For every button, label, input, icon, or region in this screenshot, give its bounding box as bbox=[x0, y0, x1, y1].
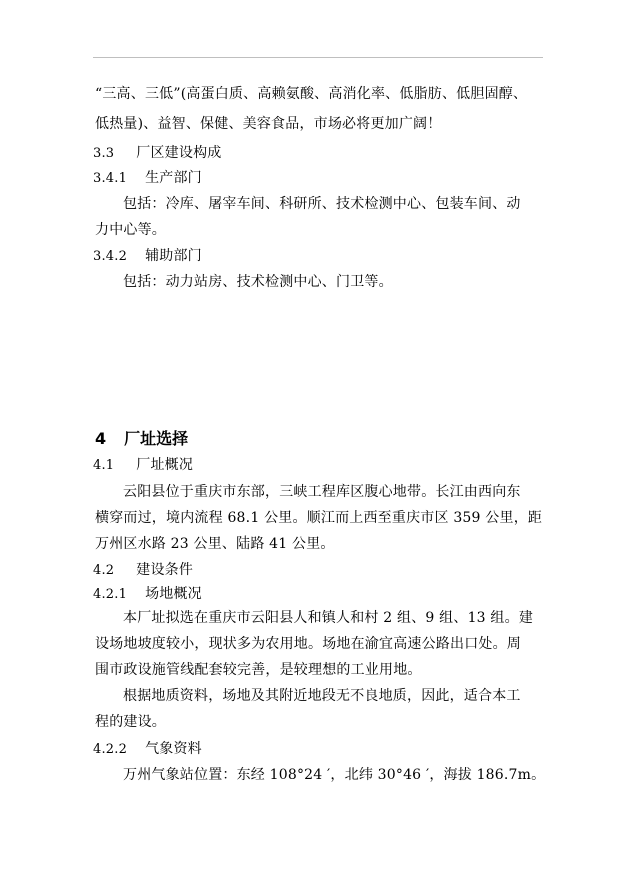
paragraph-line: 围市政设施管线配套较完善，是较理想的工业用地。 bbox=[95, 662, 422, 678]
header-rule bbox=[93, 57, 543, 58]
section-heading-3-3 bbox=[93, 143, 221, 164]
section-number: 3.3 bbox=[93, 146, 115, 161]
paragraph-line: 万州气象站位置：东经 108°24 ′，北纬 30°46 ′，海拔 186.7m。 bbox=[123, 767, 546, 783]
paragraph-line: 程的建设。 bbox=[95, 714, 166, 730]
paragraph-line: 包括：冷库、屠宰车间、科研所、技术检测中心、包装车间、动 bbox=[123, 196, 521, 212]
section-number: 4.1 bbox=[93, 458, 115, 473]
chapter-number: 4 bbox=[95, 429, 107, 448]
paragraph-line: 低热量)、益智、保健、美容食品，市场必将更加广阔！ bbox=[95, 116, 442, 132]
section-number: 3.4.2 bbox=[93, 249, 128, 264]
section-title: 建设条件 bbox=[136, 562, 194, 578]
paragraph-line: 本厂址拟选在重庆市云阳县人和镇人和村 2 组、9 组、13 组。建 bbox=[123, 610, 534, 626]
section-title: 厂址概况 bbox=[136, 457, 194, 473]
section-number: 3.4.1 bbox=[93, 171, 128, 186]
section-number: 4.2.1 bbox=[93, 587, 128, 602]
paragraph-line: 根据地质资料，场地及其附近地段无不良地质，因此，适合本工 bbox=[123, 688, 521, 704]
paragraph-line: 横穿而过，境内流程 68.1 公里。顺江而上西至重庆市区 359 公里，距 bbox=[95, 510, 543, 526]
paragraph-line: 万州区水路 23 公里、陆路 41 公里。 bbox=[95, 536, 335, 552]
section-heading-3-4-2 bbox=[93, 246, 202, 267]
chapter-heading-4 bbox=[95, 428, 188, 450]
section-number: 4.2 bbox=[93, 563, 115, 578]
section-heading-4-2-2 bbox=[93, 739, 202, 760]
paragraph-line: 力中心等。 bbox=[95, 222, 166, 238]
section-heading-4-1 bbox=[93, 455, 193, 476]
section-title: 厂区建设构成 bbox=[136, 145, 222, 161]
section-number: 4.2.2 bbox=[93, 742, 128, 757]
section-heading-3-4-1 bbox=[93, 168, 202, 189]
section-title: 气象资料 bbox=[145, 741, 202, 757]
section-title: 辅助部门 bbox=[145, 248, 202, 264]
section-title: 场地概况 bbox=[145, 586, 202, 602]
paragraph-line: “三高、三低”(高蛋白质、高赖氨酸、高消化率、低脂肪、低胆固醇、 bbox=[95, 86, 528, 102]
chapter-title: 厂址选择 bbox=[124, 429, 189, 448]
paragraph-line: 包括：动力站房、技术检测中心、门卫等。 bbox=[123, 274, 393, 290]
section-heading-4-2-1 bbox=[93, 584, 202, 605]
section-heading-4-2 bbox=[93, 560, 193, 581]
paragraph-line: 设场地坡度较小，现状多为农用地。场地在渝宜高速公路出口处。周 bbox=[95, 636, 521, 652]
section-title: 生产部门 bbox=[145, 170, 202, 186]
paragraph-line: 云阳县位于重庆市东部，三峡工程库区腹心地带。长江由西向东 bbox=[123, 484, 521, 500]
